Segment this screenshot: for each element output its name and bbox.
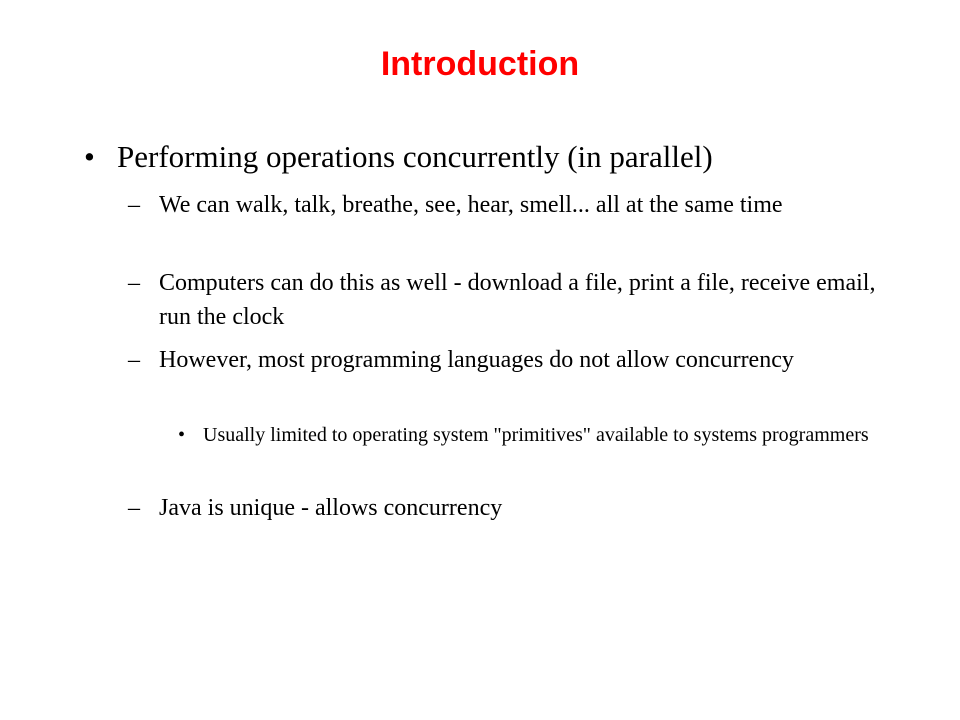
- subpoint-text: However, most programming languages do not allow concurrency: [159, 347, 794, 373]
- dash-marker: –: [128, 347, 140, 373]
- subpoint-text: Computers can do this as well - download a file, print a file, receive email, run the clock: [159, 270, 876, 330]
- dash-marker: –: [128, 270, 140, 296]
- sub-subpoint-text: Usually limited to operating system "primitives" available to systems programmers: [203, 424, 869, 446]
- dash-marker: –: [128, 192, 140, 218]
- main-bullet-text: Performing operations concurrently (in parallel): [117, 139, 713, 174]
- bullet-marker: •: [84, 139, 95, 174]
- dash-marker: –: [128, 495, 140, 521]
- subpoint-text: Java is unique - allows concurrency: [159, 495, 503, 521]
- bullet-marker: •: [178, 424, 186, 446]
- subpoint-text: We can walk, talk, breathe, see, hear, smell... all at the same time: [159, 192, 783, 218]
- slide-title: Introduction: [380, 45, 580, 83]
